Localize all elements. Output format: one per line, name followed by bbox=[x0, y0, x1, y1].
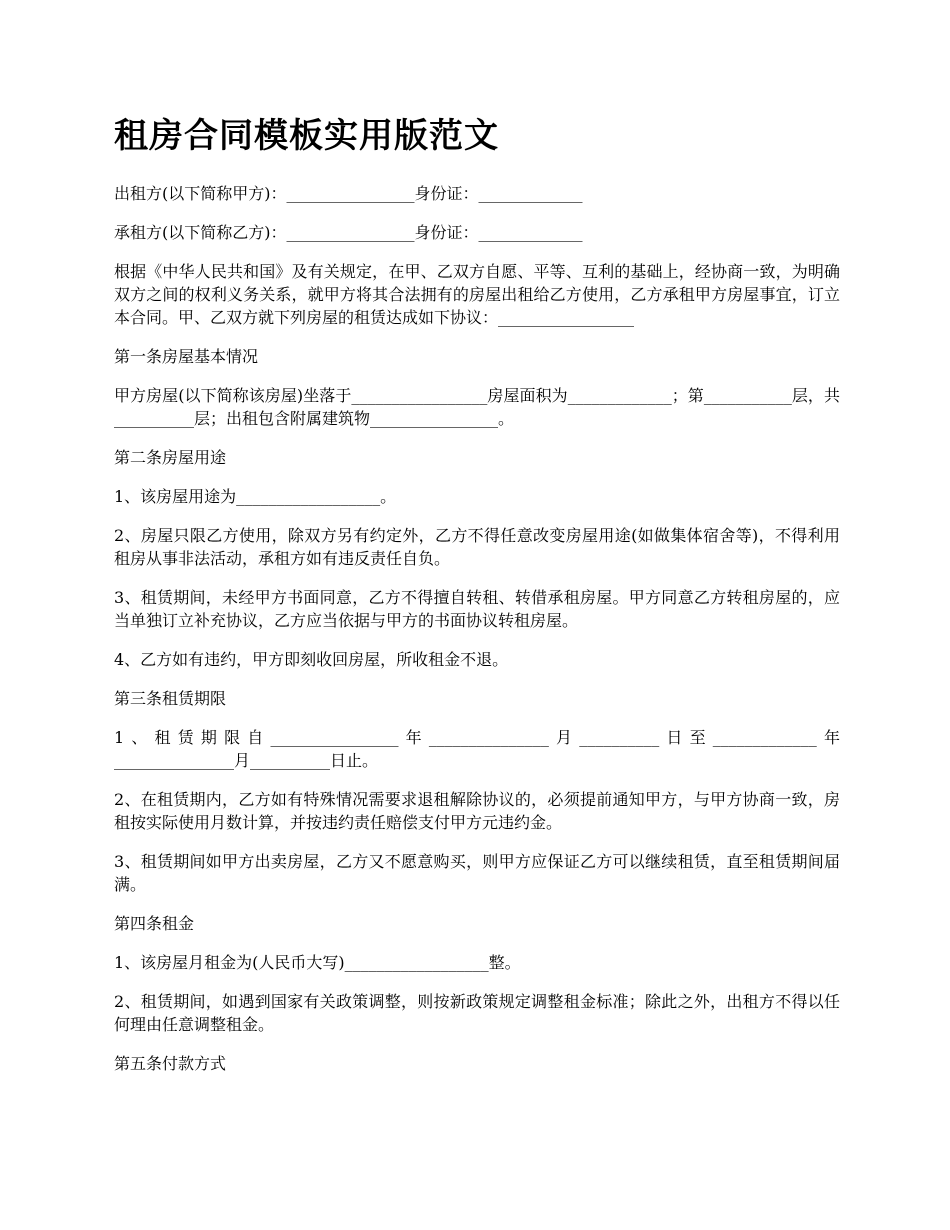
clause-paragraph: 2、房屋只限乙方使用，除双方另有约定外，乙方不得任意改变房屋用途(如做集体宿舍等)，不得利用租房从事非法活动，承租方如有违反责任自负。 bbox=[114, 526, 840, 568]
document-title: 租房合同模板实用版范文 bbox=[114, 116, 499, 156]
clause-paragraph: 4、乙方如有违约，甲方即刻收回房屋，所收租金不退。 bbox=[114, 650, 509, 669]
section-heading: 第一条房屋基本情况 bbox=[114, 347, 259, 366]
clause-paragraph: 1、该房屋月租金为(人民币大写)__________________整。 bbox=[114, 953, 521, 972]
clause-paragraph: 甲方房屋(以下简称该房屋)坐落于_________________房屋面积为_____________；第___________层，共__________层；出租包含附属建筑物________________。 bbox=[114, 386, 840, 428]
clause-paragraph: 3、租赁期间，未经甲方书面同意，乙方不得擅自转租、转借承租房屋。甲方同意乙方转租房屋的，应当单独订立补充协议，乙方应当依据与甲方的书面协议转租房屋。 bbox=[114, 588, 840, 630]
party-a-line: 出租方(以下简称甲方)：________________身份证：_____________ bbox=[114, 184, 583, 203]
party-b-line: 承租方(以下简称乙方)：________________身份证：_____________ bbox=[114, 223, 583, 242]
section-heading: 第四条租金 bbox=[114, 914, 195, 933]
clause-paragraph: 1、租赁期限自________________年_______________月__________日至_____________年_______________月__________日止。 bbox=[114, 728, 840, 770]
section-heading: 第二条房屋用途 bbox=[114, 448, 227, 467]
document-page bbox=[114, 112, 840, 1091]
clause-paragraph: 2、租赁期间，如遇到国家有关政策调整，则按新政策规定调整租金标准；除此之外，出租方不得以任何理由任意调整租金。 bbox=[114, 992, 840, 1034]
clause-paragraph: 3、租赁期间如甲方出卖房屋，乙方又不愿意购买，则甲方应保证乙方可以继续租赁，直至租赁期间届满。 bbox=[114, 852, 840, 894]
clause-paragraph: 2、在租赁期内，乙方如有特殊情况需要求退租解除协议的，必须提前通知甲方，与甲方协商一致，房租按实际使用月数计算，并按违约责任赔偿支付甲方元违约金。 bbox=[114, 790, 840, 832]
section-heading: 第五条付款方式 bbox=[114, 1054, 227, 1073]
section-heading: 第三条租赁期限 bbox=[114, 689, 227, 708]
preamble-paragraph: 根据《中华人民共和国》及有关规定，在甲、乙双方自愿、平等、互利的基础上，经协商一致，为明确双方之间的权利义务关系，就甲方将其合法拥有的房屋出租给乙方使用，乙方承租甲方房屋事宜，订立本合同。甲、乙双方就下列房屋的租赁达成如下协议：_________________ bbox=[114, 262, 840, 327]
clause-paragraph: 1、该房屋用途为__________________。 bbox=[114, 487, 397, 506]
